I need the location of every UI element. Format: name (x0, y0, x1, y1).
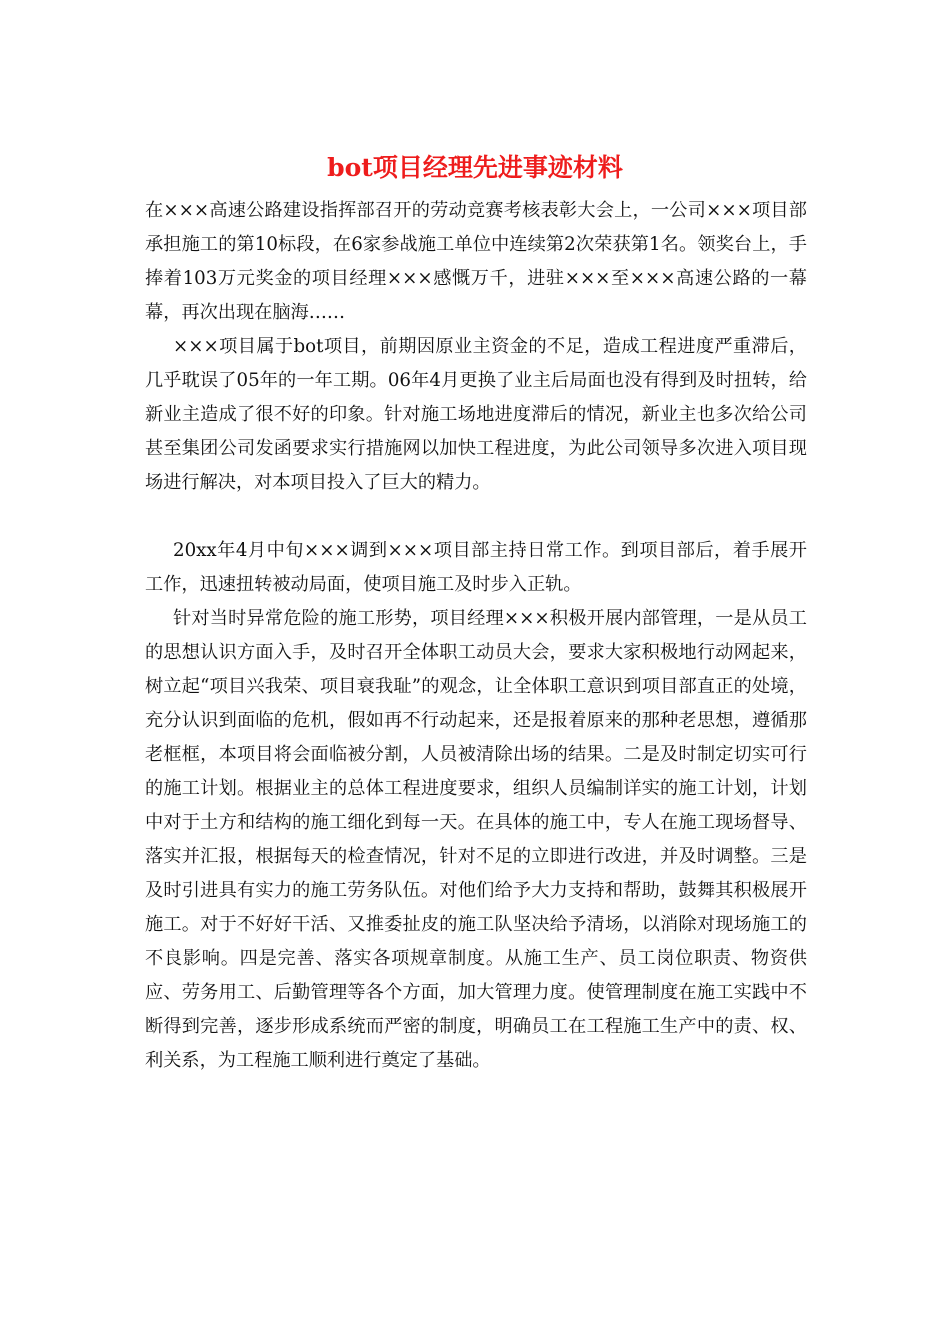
paragraph-background: ×××项目属于bot项目，前期因原业主资金的不足，造成工程进度严重滞后，几乎耽误了05年的一年工期。06年4月更换了业主后局面也没有得到及时扭转，给新业主造成了很不好的印象。针对施工场地进度滞后的情况，新业主也多次给公司甚至集团公司发函要求实行措施网以加快工程进度，为此公司领导多次进入项目现场进行解决，对本项目投入了巨大的精力。 (145, 336, 807, 493)
paragraph-management: 针对当时异常危险的施工形势，项目经理×××积极开展内部管理，一是从员工的思想认识方面入手，及时召开全体职工动员大会，要求大家积极地行动网起来，树立起“项目兴我荣、项目衰我耻”的观念，让全体职工意识到项目部直正的处境，充分认识到面临的危机，假如再不行动起来，还是报着原来的那种老思想，遵循那老框框，本项目将会面临被分割，人员被清除出场的结果。二是及时制定切实可行的施工计划。根据业主的总体工程进度要求，组织人员编制详实的施工计划，计划中对于土方和结构的施工细化到每一天。在具体的施工中，专人在施工现场督导、落实并汇报，根据每天的检查情况，针对不足的立即进行改进，并及时调整。三是及时引进具有实力的施工劳务队伍。对他们给予大力支持和帮助，鼓舞其积极展开施工。对于不好好干活、又推委扯皮的施工队坚决给予清场，以消除对现场施工的不良影响。四是完善、落实各项规章制度。从施工生产、员工岗位职责、物资供应、劳务用工、后勤管理等各个方面，加大管理力度。使管理制度在施工实践中不断得到完善，逐步形成系统而严密的制度，明确员工在工程施工生产中的责、权、利关系，为工程施工顺利进行奠定了基础。 (145, 608, 807, 1071)
paragraph-spacer (145, 500, 807, 534)
paragraph-arrival: 20xx年4月中旬×××调到×××项目部主持日常工作。到项目部后，着手展开工作，迅速扭转被动局面，使项目施工及时步入正轨。 (145, 540, 807, 595)
paragraph-intro: 在×××高速公路建设指挥部召开的劳动竞赛考核表彰大会上，一公司×××项目部承担施工的第10标段，在6家参战施工单位中连续第2次荣获第1名。领奖台上，手捧着103万元奖金的项目经理×××感慨万千，进驻×××至×××高速公路的一幕幕，再次出现在脑海…… (145, 200, 807, 323)
document-body (145, 194, 807, 1078)
page-title: bot项目经理先进事迹材料 (327, 153, 623, 182)
